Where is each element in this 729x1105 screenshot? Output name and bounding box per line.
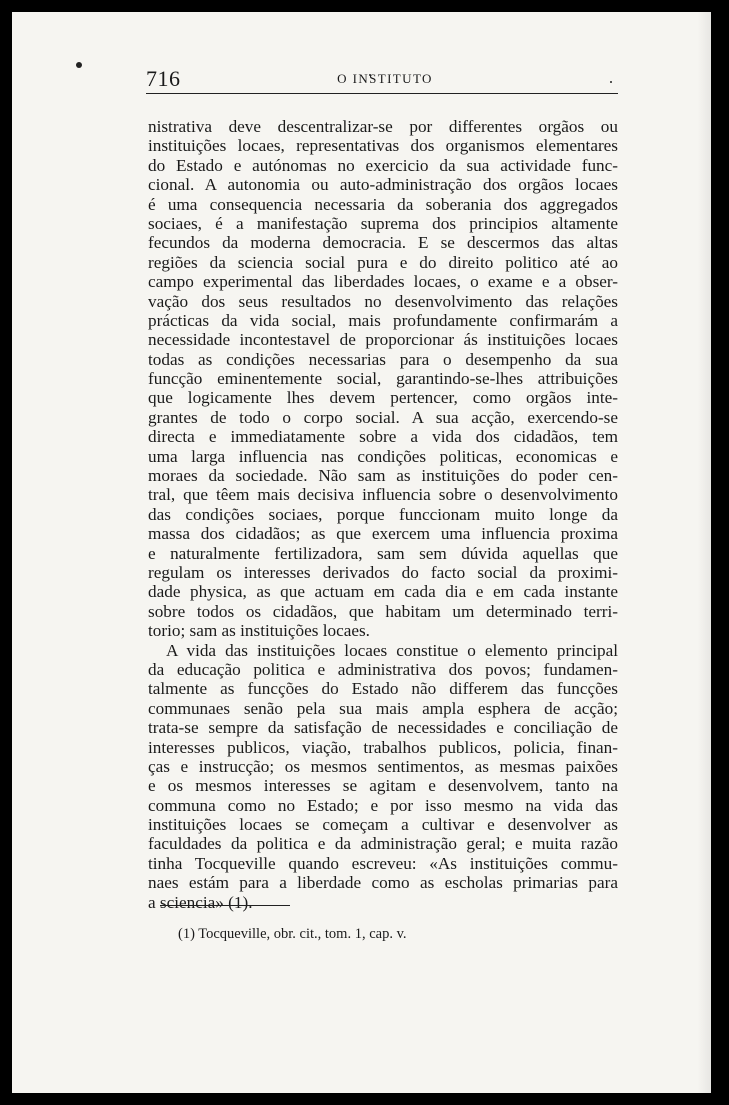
text-line: nistrativa deve descentralizar-se por differentes orgãos ou [148,117,618,136]
text-line: instituições locaes se começam a cultivar e desenvolver as [148,815,618,835]
text-line: prácticas da vida social, mais profundamente confirmarám a [148,310,618,330]
text-line: ças e instrucção; os mesmos sentimentos, as mesmas paixões [148,756,618,776]
text-line: sobre todos os cidadãos, que habitam um determinado terri- [148,601,618,621]
page-edge-shadow [697,12,711,1093]
text-line: da educação politica e administrativa dos povos; fundamen- [148,659,618,679]
text-line: talmente as funcções do Estado não differem das funcções [148,679,618,699]
book-page [12,12,711,1093]
text-line: tral, que têem mais decisiva influencia sobre o desenvolvimento [148,485,618,505]
text-line: moraes da sociedade. Não sam as instituições do poder cen- [148,466,618,486]
text-line: grantes de todo o corpo social. A sua acção, exercendo-se [148,407,618,427]
page-header [146,64,618,94]
text-line: directa e immediatamente sobre a vida dos cidadãos, tem [148,427,618,447]
text-line: vação dos seus resultados no desenvolvimento das relações [148,291,618,311]
text-line: uma larga influencia nas condições politicas, economicas e [148,446,618,466]
text-line: é uma consequencia necessaria da soberania dos aggregados [148,194,618,214]
text-line: sociaes, é a manifestação suprema dos principios altamente [148,213,618,233]
text-line: cional. A autonomia ou auto-administração dos orgãos locaes [148,175,618,195]
text-line: massa dos cidadãos; as que exercem uma influencia proxima [148,524,618,544]
text-line: campo experimental das liberdades locaes, o exame e a obser- [148,272,618,292]
text-line: necessidade incontestavel de proporcionar ás instituições locaes [148,330,618,350]
text-line: instituições locaes, representativas dos organismos elementares [148,136,618,156]
text-line: tinha Tocqueville quando escreveu: «As instituições commu- [148,853,618,873]
text-line: dade physica, as que actuam em cada dia e em cada instante [148,582,618,602]
text-line: interesses publicos, viação, trabalhos publicos, policia, finan- [148,737,618,757]
text-line: e naturalmente fertilizadora, sam sem dúvida aquellas que [148,543,618,563]
text-line: funcção eminentemente social, garantindo-se-lhes attribuições [148,369,618,389]
text-line: do Estado e autónomas no exercicio da sua actividade func- [148,155,618,175]
text-line: fecundos da moderna democracia. E se descermos das altas [148,233,618,253]
text-line: que logicamente lhes devem pertencer, como orgãos inte- [148,388,618,408]
running-title: O INSTITUTO [337,71,433,86]
text-line: e os mesmos interesses se agitam e desenvolvem, tanto na [148,776,618,796]
text-line-paragraph-start: A vida das instituições locaes constitue o elemento principal [166,640,618,660]
text-line-paragraph-end: torio; sam as instituições locaes. [148,621,370,641]
body-text [148,117,618,912]
text-line: regulam os interesses derivados do facto social da proximi- [148,562,618,582]
text-line: naes estám para a liberdade como as escholas primarias para [148,873,618,893]
ink-speck [76,62,82,68]
text-line: faculdades da politica e da administração geral; e muita razão [148,834,618,854]
text-line: das condições sociaes, porque funccionam muito longe da [148,504,618,524]
text-line: regiões da sciencia social pura e do direito politico até ao [148,252,618,272]
text-line: communaes senão pela sua mais ampla esphera de acção; [148,698,618,718]
header-rule [146,93,618,94]
text-line: trata-se sempre da satisfação de necessidades e conciliação de [148,718,618,738]
text-line-paragraph-end: a sciencia» (1). [148,892,253,912]
text-line: communa como no Estado; e por isso mesmo na vida das [148,795,618,815]
text-line: todas as condições necessarias para o desempenho da sua [148,349,618,369]
page-number: 716 [146,66,181,91]
footnote: (1) Tocqueville, obr. cit., tom. 1, cap. v. [178,926,407,942]
footnote-rule [160,905,290,906]
